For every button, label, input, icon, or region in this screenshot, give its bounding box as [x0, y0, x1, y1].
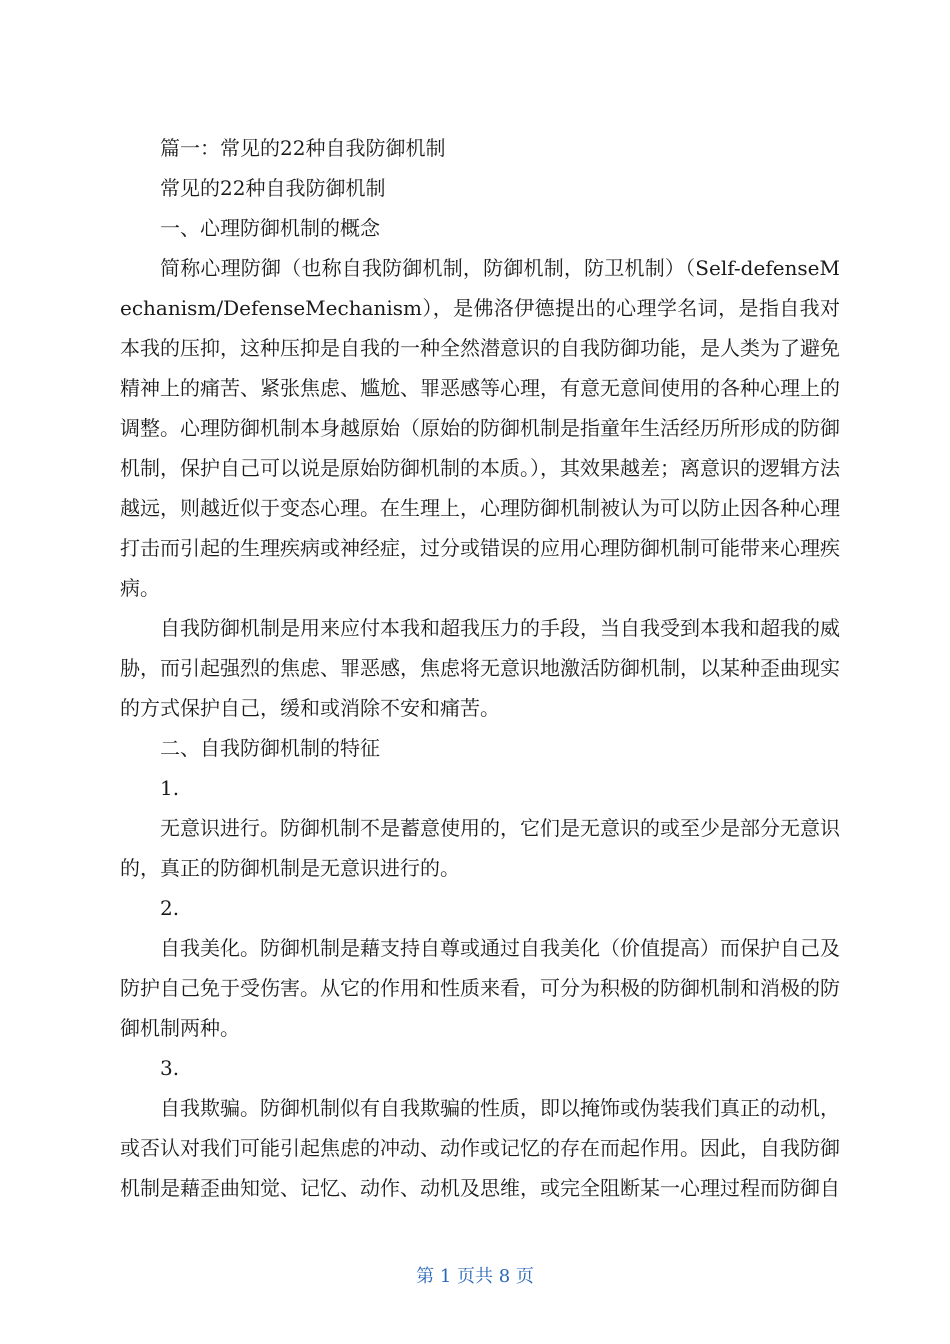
section-heading-2: 二、自我防御机制的特征 [160, 736, 380, 760]
document-title: 常见的22种自我防御机制 [160, 176, 386, 200]
paragraph-threat: 自我防御机制是用来应付本我和超我压力的手段，当自我受到本我和超我的威胁，而引起强烈的焦虑、罪恶感，焦虑将无意识地激活防御机制，以某种歪曲现实的方式保护自己，缓和或消除不安和痛苦。 [120, 616, 840, 720]
section-heading-1: 一、心理防御机制的概念 [160, 216, 380, 240]
list-number-3: 3. [160, 1056, 180, 1080]
list-item-2: 自我美化。防御机制是藉支持自尊或通过自我美化（价值提高）而保护自己及防护自己免于受伤害。从它的作用和性质来看，可分为积极的防御机制和消极的防御机制两种。 [120, 936, 840, 1040]
part-heading: 篇一：常见的22种自我防御机制 [160, 136, 446, 160]
document-body [120, 128, 840, 1208]
list-number-1: 1. [160, 776, 180, 800]
page-footer: 第 1 页共 8 页 [416, 1266, 534, 1287]
paragraph-concept: 简称心理防御（也称自我防御机制，防御机制，防卫机制）（Self-defenseMechanism/DefenseMechanism），是佛洛伊德提出的心理学名词，是指自我对本我的压抑，这种压抑是自我的一种全然潜意识的自我防御功能，是人类为了避免精神上的痛苦、紧张焦虑、尴尬、罪恶感等心理，有意无意间使用的各种心理上的调整。心理防御机制本身越原始（原始的防御机制是指童年生活经历所形成的防御机制，保护自己可以说是原始防御机制的本质。），其效果越差；离意识的逻辑方法越远，则越近似于变态心理。在生理上，心理防御机制被认为可以防止因各种心理打击而引起的生理疾病或神经症，过分或错误的应用心理防御机制可能带来心理疾病。 [120, 256, 840, 600]
list-item-1: 无意识进行。防御机制不是蓄意使用的，它们是无意识的或至少是部分无意识的，真正的防御机制是无意识进行的。 [120, 816, 840, 880]
list-number-2: 2. [160, 896, 180, 920]
list-item-3: 自我欺骗。防御机制似有自我欺骗的性质，即以掩饰或伪装我们真正的动机，或否认对我们可能引起焦虑的冲动、动作或记忆的存在而起作用。因此，自我防御机制是藉歪曲知觉、记忆、动作、动机及思维，或完全阻断某一心理过程而防御自 [120, 1096, 840, 1200]
